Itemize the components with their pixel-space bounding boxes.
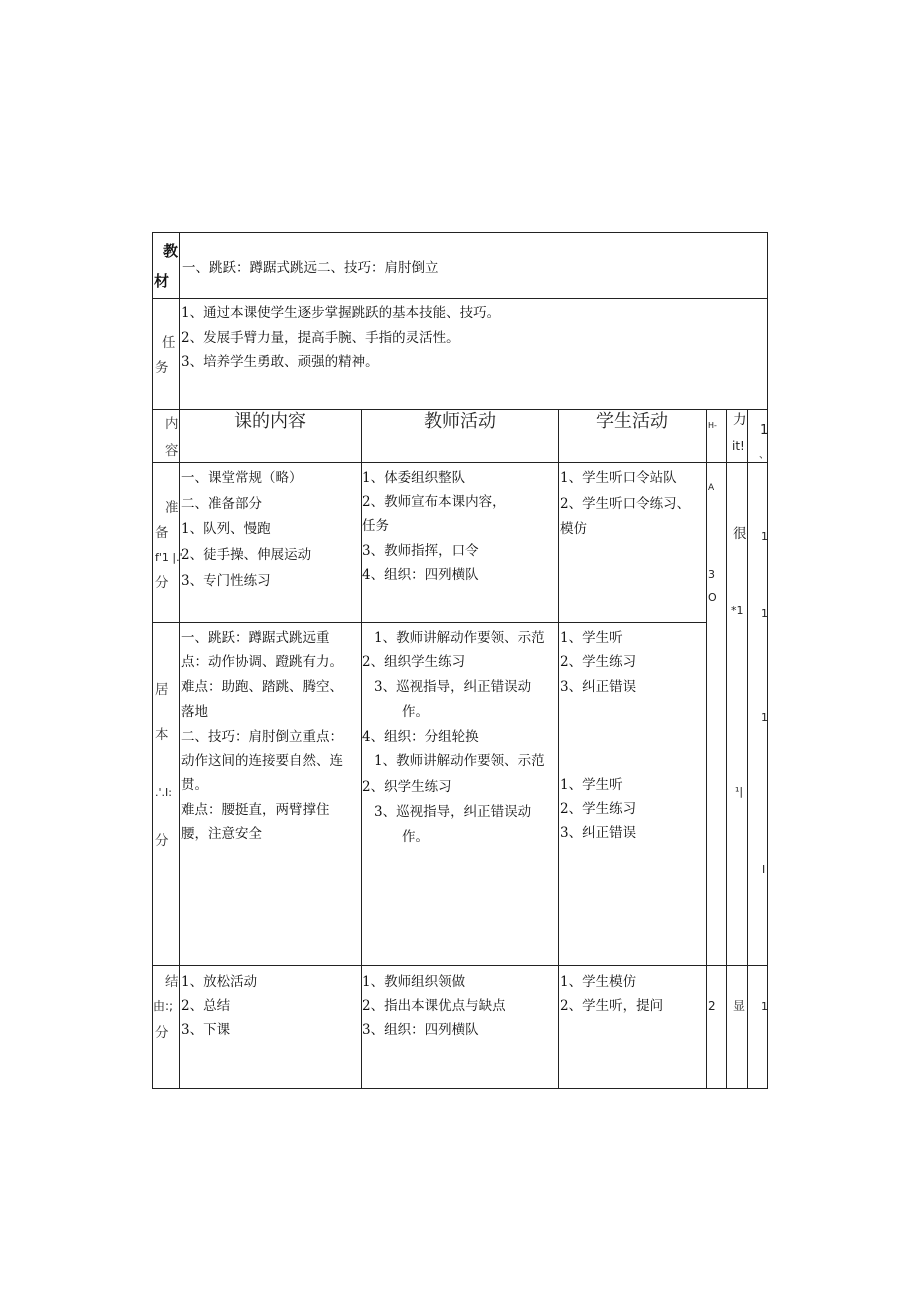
basic-teacher-3: 3、巡视指导，纠正错误动 — [374, 679, 532, 695]
end-teacher-1: 1、教师组织领做 — [362, 974, 466, 990]
prep-label-3: f'1 |.' — [155, 551, 183, 564]
prep-content-4: 2、徒手操、伸展运动 — [181, 547, 312, 563]
col-divider-time — [726, 409, 727, 1089]
prep-time-a: A — [708, 483, 715, 493]
col-divider-label — [179, 232, 180, 1089]
basic-teacher-1: 1、教师讲解动作要领、示范 — [374, 630, 545, 646]
header-last-top: 1 — [760, 423, 769, 438]
basic-student-1: 1、学生听 — [560, 630, 623, 646]
end-time: 2 — [708, 999, 716, 1013]
basic-content-9: 腰，注意安全 — [181, 826, 262, 842]
prep-content-5: 3、专门性练习 — [181, 573, 271, 589]
end-label-1: 结 — [165, 974, 179, 990]
header-label-bottom: 容 — [165, 443, 179, 459]
header-label-top: 内 — [165, 416, 179, 432]
prep-content-3: 1、队列、慢跑 — [181, 521, 271, 537]
prep-content-1: 一、课堂常规（略） — [181, 470, 303, 486]
row-divider-material — [152, 298, 768, 299]
prep-last-a: 1 — [761, 530, 768, 543]
end-label-2: 由:; — [153, 999, 174, 1013]
col-divider-intensity — [747, 409, 748, 1089]
col-divider-student — [706, 409, 707, 1089]
end-content-3: 3、下课 — [181, 1022, 231, 1038]
basic-teacher-5: 4、组织：分组轮换 — [362, 729, 479, 745]
basic-label-1: 居 — [155, 682, 169, 698]
basic-student-6: 3、纠正错误 — [560, 825, 637, 841]
basic-student-5: 2、学生练习 — [560, 801, 637, 817]
end-student-1: 1、学生模仿 — [560, 974, 637, 990]
basic-intensity: ¹| — [735, 785, 744, 798]
task-line-2: 2、发展手臂力量，提高手腕、手指的灵活性。 — [181, 330, 460, 346]
prep-intensity-a: 很 — [733, 526, 747, 542]
basic-content-4: 落地 — [181, 704, 208, 720]
prep-time-c: O — [708, 591, 717, 604]
header-intensity-bottom: it! — [732, 439, 745, 453]
end-teacher-3: 3、组织：四列横队 — [362, 1022, 479, 1038]
basic-student-4: 1、学生听 — [560, 777, 623, 793]
basic-content-8: 难点：腰挺直，两臂撑住 — [181, 802, 330, 818]
basic-last-b: I — [762, 863, 766, 876]
basic-content-2: 点：动作协调、蹬跳有力。 — [181, 654, 343, 670]
end-intensity: 显 — [733, 999, 746, 1013]
prep-student-1: 1、学生听口令站队 — [560, 470, 677, 486]
header-teacher: 教师活动 — [424, 411, 496, 432]
task-line-1: 1、通过本课使学生逐步掌握跳跃的基本技能、技巧。 — [181, 305, 501, 321]
basic-content-5: 二、技巧：肩肘倒立重点： — [181, 729, 343, 745]
prep-last-b: 1 — [761, 607, 768, 620]
prep-teacher-1: 1、体委组织整队 — [362, 470, 466, 486]
basic-content-1: 一、跳跃：蹲踞式跳远重 — [181, 630, 330, 646]
header-time: H- — [708, 421, 717, 430]
task-line-3: 3、培养学生勇敢、顽强的精神。 — [181, 354, 379, 370]
prep-intensity-b: *1 — [731, 604, 744, 617]
prep-label-4: 分 — [155, 575, 169, 591]
prep-teacher-5: 4、组织：四列横队 — [362, 567, 479, 583]
prep-teacher-3: 任务 — [362, 518, 389, 534]
material-text: 一、跳跃：蹲踞式跳远二、技巧：肩肘倒立 — [182, 260, 439, 276]
basic-teacher-7: 2、织学生练习 — [362, 779, 452, 795]
prep-student-2: 2、学生听口令练习、 — [560, 496, 691, 512]
prep-content-2: 二、准备部分 — [181, 496, 262, 512]
basic-content-7: 贯。 — [181, 777, 208, 793]
basic-content-3: 难点：助跑、踏跳、腾空、 — [181, 679, 343, 695]
basic-label-3: .'.I: — [155, 786, 172, 799]
task-label-bottom: 务 — [155, 360, 169, 376]
header-student: 学生活动 — [596, 411, 668, 432]
row-divider-prep — [152, 622, 707, 623]
basic-teacher-6: 1、教师讲解动作要领、示范 — [374, 753, 545, 769]
prep-time-b: 3 — [708, 568, 715, 581]
basic-teacher-4: 作。 — [402, 704, 429, 720]
header-last-bottom: 、 — [759, 450, 769, 461]
basic-content-6: 动作这间的连接要自然、连 — [181, 753, 343, 769]
prep-label-2: 备 — [155, 525, 169, 541]
end-teacher-2: 2、指出本课优点与缺点 — [362, 998, 506, 1014]
task-label-top: 任 — [162, 335, 176, 351]
basic-label-4: 分 — [155, 833, 169, 849]
material-label-bottom: 材 — [154, 272, 170, 290]
row-divider-basic — [152, 965, 768, 966]
header-intensity-top: 力 — [733, 412, 747, 428]
end-last: 1 — [761, 1000, 768, 1013]
end-content-1: 1、放松活动 — [181, 974, 258, 990]
basic-label-2: 本 — [155, 727, 169, 743]
end-label-3: 分 — [155, 1025, 169, 1041]
basic-student-2: 2、学生练习 — [560, 654, 637, 670]
material-label-top: 教 — [163, 242, 179, 260]
end-student-2: 2、学生听，提问 — [560, 998, 664, 1014]
basic-teacher-8: 3、巡视指导，纠正错误动 — [374, 804, 532, 820]
basic-last-a: 1 — [761, 711, 768, 724]
basic-teacher-2: 2、组织学生练习 — [362, 654, 466, 670]
prep-teacher-4: 3、教师指挥，口令 — [362, 543, 479, 559]
basic-teacher-9: 作。 — [402, 829, 429, 845]
header-content: 课的内容 — [234, 411, 306, 432]
prep-label-1: 准 — [165, 500, 179, 516]
col-divider-teacher — [558, 409, 559, 1089]
prep-teacher-2: 2、教师宣布本课内容， — [362, 494, 506, 510]
row-divider-header — [152, 462, 768, 463]
basic-student-3: 3、纠正错误 — [560, 679, 637, 695]
prep-student-3: 模仿 — [560, 521, 587, 537]
row-divider-task — [152, 409, 768, 410]
end-content-2: 2、总结 — [181, 998, 231, 1014]
